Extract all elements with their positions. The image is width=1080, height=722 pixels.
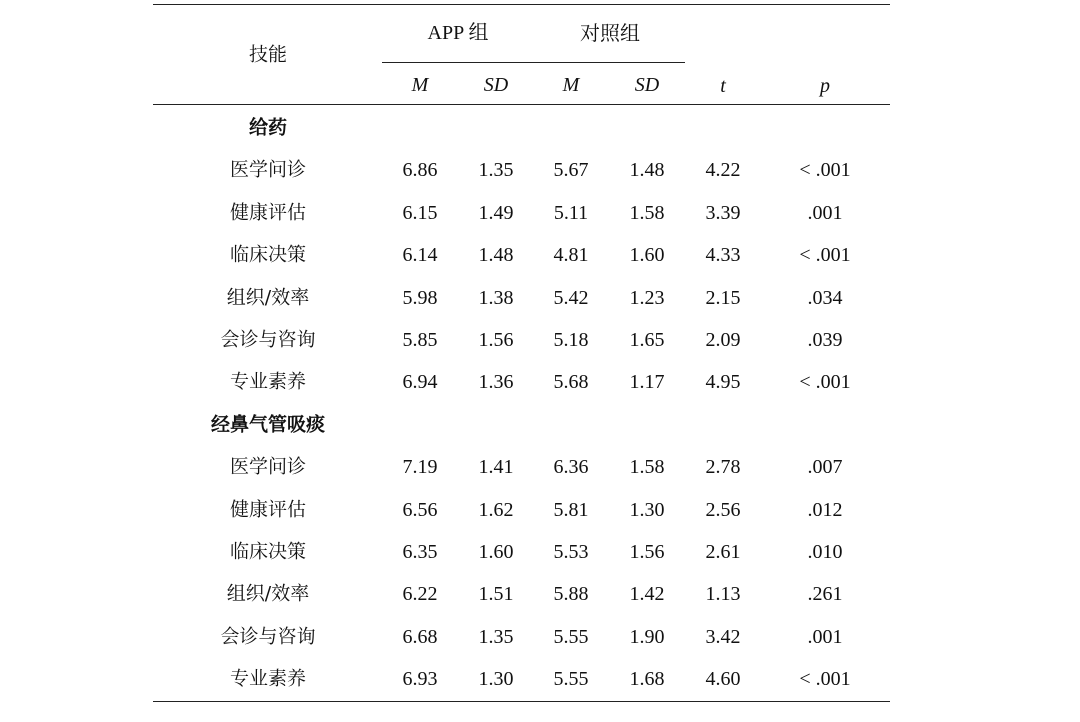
app-sd-cell: 1.36 — [478, 371, 514, 394]
control-sd-cell: 1.30 — [629, 498, 665, 521]
bottom-rule — [153, 701, 890, 702]
control-m-cell: 5.55 — [553, 668, 589, 691]
t-cell: 2.56 — [705, 498, 741, 521]
header-control-sd: SD — [634, 74, 660, 96]
skill-cell: 医学问诊 — [229, 158, 307, 181]
app-sd-cell: 1.35 — [478, 625, 514, 648]
app-m-cell: 6.35 — [402, 541, 438, 563]
control-sd-cell: 1.58 — [629, 456, 665, 479]
header-t: t — [720, 75, 726, 97]
p-cell: .010 — [807, 541, 843, 563]
header-p: p — [820, 75, 830, 97]
p-cell: < .001 — [799, 371, 851, 394]
control-sd-cell: 1.17 — [629, 371, 665, 394]
top-rule — [153, 4, 890, 5]
app-m-cell: 6.94 — [402, 371, 438, 394]
control-m-cell: 5.53 — [553, 541, 589, 563]
app-m-cell: 6.15 — [402, 201, 438, 224]
control-sd-cell: 1.60 — [629, 244, 665, 267]
p-cell: < .001 — [799, 668, 851, 691]
control-sd-cell: 1.56 — [629, 541, 665, 563]
header-skill: 技能 — [248, 43, 288, 66]
p-cell: .001 — [807, 625, 843, 648]
skill-cell: 会诊与咨询 — [220, 625, 316, 648]
control-m-cell: 5.88 — [553, 583, 589, 606]
app-sd-cell: 1.51 — [478, 583, 514, 606]
control-m-cell: 6.36 — [553, 456, 589, 479]
skill-cell: 医学问诊 — [229, 455, 307, 478]
app-m-cell: 5.98 — [402, 286, 438, 309]
p-cell: .039 — [807, 329, 843, 351]
header-app-sd: SD — [483, 74, 509, 96]
skill-cell: 会诊与咨询 — [220, 328, 316, 351]
control-m-cell: 5.18 — [553, 329, 589, 351]
control-sd-cell: 1.58 — [629, 201, 665, 224]
group-rule — [382, 62, 685, 63]
p-cell: < .001 — [799, 159, 851, 182]
t-cell: 2.09 — [705, 329, 741, 351]
skill-cell: 组织/效率 — [226, 582, 310, 605]
t-cell: 4.95 — [705, 371, 741, 394]
skill-cell: 专业素养 — [229, 667, 307, 690]
p-cell: .261 — [807, 583, 843, 606]
header-app-m: M — [411, 74, 429, 96]
t-cell: 1.13 — [705, 583, 741, 606]
app-sd-cell: 1.60 — [478, 541, 514, 563]
app-m-cell: 5.85 — [402, 329, 438, 351]
t-cell: 4.22 — [705, 159, 741, 182]
app-m-cell: 7.19 — [402, 456, 438, 479]
skill-cell: 专业素养 — [229, 370, 307, 393]
t-cell: 3.42 — [705, 625, 741, 648]
t-cell: 2.15 — [705, 286, 741, 309]
app-m-cell: 6.14 — [402, 244, 438, 267]
skill-cell: 临床决策 — [229, 243, 307, 266]
control-m-cell: 5.67 — [553, 159, 589, 182]
header-control-m: M — [562, 74, 580, 96]
skill-cell: 健康评估 — [229, 201, 307, 224]
p-cell: .007 — [807, 456, 843, 479]
p-cell: < .001 — [799, 244, 851, 267]
p-cell: .001 — [807, 201, 843, 224]
p-cell: .012 — [807, 498, 843, 521]
section-title: 给药 — [248, 116, 288, 139]
app-m-cell: 6.22 — [402, 583, 438, 606]
control-m-cell: 5.55 — [553, 625, 589, 648]
app-sd-cell: 1.48 — [478, 244, 514, 267]
skill-cell: 组织/效率 — [226, 286, 310, 309]
t-cell: 4.60 — [705, 668, 741, 691]
control-m-cell: 5.81 — [553, 498, 589, 521]
control-m-cell: 5.68 — [553, 371, 589, 394]
control-sd-cell: 1.42 — [629, 583, 665, 606]
control-sd-cell: 1.90 — [629, 625, 665, 648]
t-cell: 2.61 — [705, 541, 741, 563]
control-m-cell: 5.42 — [553, 286, 589, 309]
control-sd-cell: 1.65 — [629, 329, 665, 351]
control-sd-cell: 1.23 — [629, 286, 665, 309]
header-app-group: APP 组 — [427, 22, 489, 44]
app-m-cell: 6.56 — [402, 498, 438, 521]
skill-cell: 临床决策 — [229, 540, 307, 563]
control-sd-cell: 1.48 — [629, 159, 665, 182]
app-sd-cell: 1.30 — [478, 668, 514, 691]
control-sd-cell: 1.68 — [629, 668, 665, 691]
p-cell: .034 — [807, 286, 843, 309]
app-sd-cell: 1.56 — [478, 329, 514, 351]
app-m-cell: 6.68 — [402, 625, 438, 648]
header-control-group: 对照组 — [580, 21, 640, 45]
app-m-cell: 6.93 — [402, 668, 438, 691]
app-m-cell: 6.86 — [402, 159, 438, 182]
control-m-cell: 5.11 — [553, 201, 589, 224]
app-sd-cell: 1.41 — [478, 456, 514, 479]
header-rule — [153, 104, 890, 105]
app-sd-cell: 1.49 — [478, 201, 514, 224]
app-sd-cell: 1.62 — [478, 498, 514, 521]
app-sd-cell: 1.38 — [478, 286, 514, 309]
skill-cell: 健康评估 — [229, 498, 307, 521]
control-m-cell: 4.81 — [553, 244, 589, 267]
t-cell: 2.78 — [705, 456, 741, 479]
t-cell: 3.39 — [705, 201, 741, 224]
app-sd-cell: 1.35 — [478, 159, 514, 182]
section-title: 经鼻气管吸痰 — [210, 413, 326, 436]
t-cell: 4.33 — [705, 244, 741, 267]
